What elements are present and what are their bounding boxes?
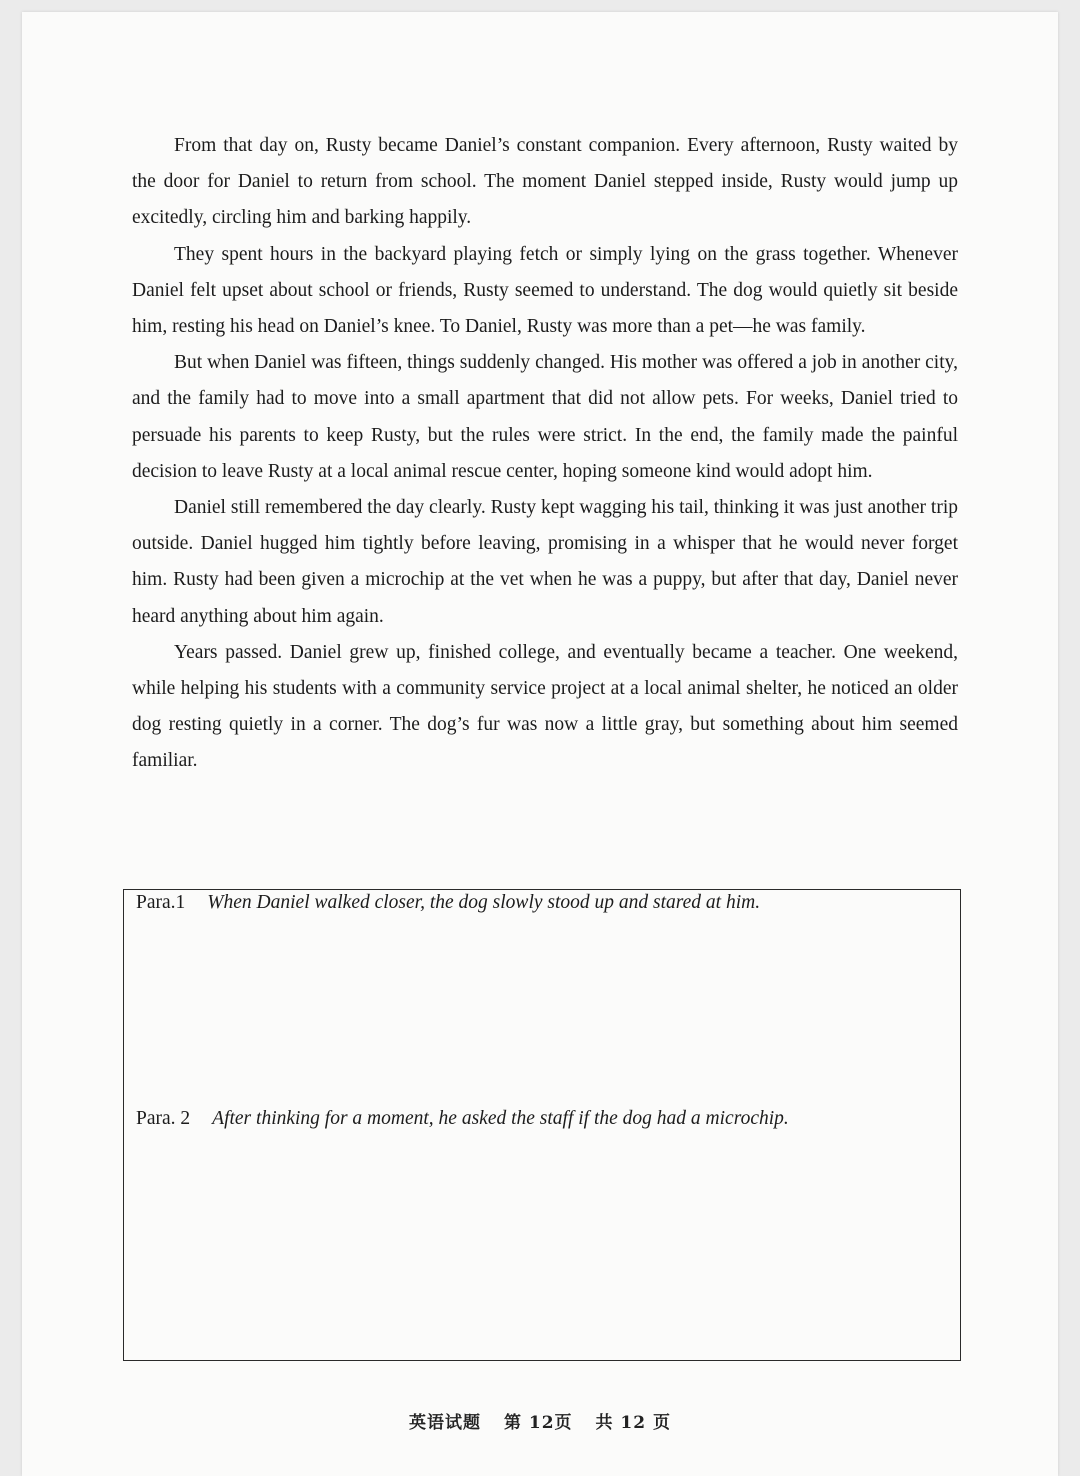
para1-prompt	[136, 892, 760, 914]
para1-opening-sentence: When Daniel walked closer, the dog slowly stood up and stared at him.	[207, 892, 761, 913]
para1-label: Para.1	[136, 892, 186, 913]
story-paragraph-1: From that day on, Rusty became Daniel’s constant companion. Every afternoon, Rusty waited by the door for Daniel to return from school. The moment Daniel stepped inside, Rusty would jump up excitedly, circling him and barking happily.	[132, 135, 958, 229]
footer-page-number: 第 12页	[503, 1413, 573, 1433]
story-paragraph-4: Daniel still remembered the day clearly. Rusty kept wagging his tail, thinking it was just another trip outside. Daniel hugged him tightly before leaving, promising in a whisper that he would never forget him. Rusty had been given a microchip at the vet when he was a puppy, but after that day, Daniel never heard anything about him again.	[132, 497, 958, 627]
footer-subject: 英语试题	[409, 1413, 482, 1433]
story-paragraph-3: But when Daniel was fifteen, things suddenly changed. His mother was offered a job in another city, and the family had to move into a small apartment that did not allow pets. For weeks, Daniel tried to persuade his parents to keep Rusty, but the rules were strict. In the end, the family made the painful decision to leave Rusty at a local animal rescue center, hoping someone kind would adopt him.	[132, 352, 958, 482]
footer-total-pages: 共 12 页	[595, 1413, 671, 1433]
page-footer	[0, 1408, 1080, 1433]
story-paragraph-2: They spent hours in the backyard playing fetch or simply lying on the grass together. Whenever Daniel felt upset about school or friends, Rusty seemed to understand. The dog would quietly sit beside him, resting his head on Daniel’s knee. To Daniel, Rusty was more than a pet—he was family.	[132, 243, 958, 338]
writing-answer-box[interactable]	[123, 889, 961, 1361]
story-paragraph-5: Years passed. Daniel grew up, finished college, and eventually became a teacher. One weekend, while helping his students with a community service project at a local animal shelter, he noticed an older dog resting quietly in a corner. The dog’s fur was now a little gray, but something about him seemed familiar.	[132, 641, 958, 772]
para2-opening-sentence: After thinking for a moment, he asked the staff if the dog had a microchip.	[212, 1108, 789, 1129]
story-text	[132, 128, 958, 780]
para2-label: Para. 2	[136, 1108, 191, 1129]
para2-prompt	[136, 1108, 789, 1130]
